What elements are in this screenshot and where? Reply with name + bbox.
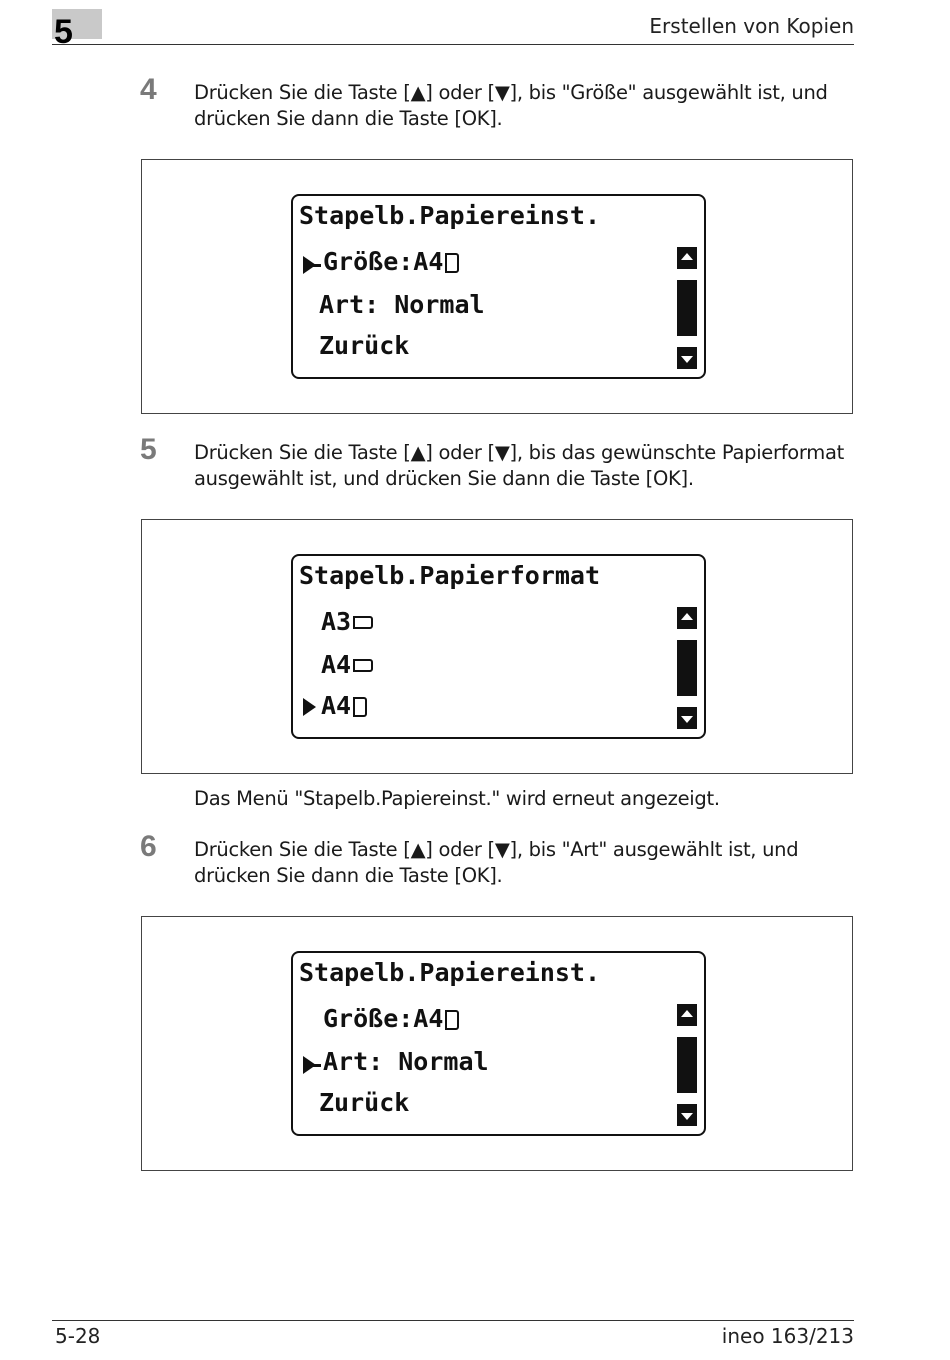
screen-illustration-frame bbox=[141, 159, 853, 414]
header-divider bbox=[52, 44, 854, 45]
chapter-number: 5 bbox=[54, 13, 73, 51]
lcd-scrollbar bbox=[677, 607, 697, 729]
scroll-thumb bbox=[677, 1037, 697, 1093]
product-name: ineo 163/213 bbox=[721, 1324, 854, 1348]
scroll-up-icon bbox=[677, 607, 697, 629]
selection-arrow-icon bbox=[303, 698, 316, 716]
selection-arrow-tail bbox=[313, 1064, 321, 1067]
lcd-title: Stapelb.Papiereinst. bbox=[299, 958, 601, 987]
lcd-menu-item-back: Zurück bbox=[319, 1088, 410, 1117]
lcd-scrollbar bbox=[677, 1004, 697, 1126]
paper-landscape-icon bbox=[353, 616, 373, 629]
step-instruction: Drücken Sie die Taste [▲] oder [▼], bis das gewünschte Papierformat ausgewählt ist, und drücken Sie dann die Taste [OK]. bbox=[194, 441, 844, 490]
lcd-item-text: Größe:A4 bbox=[323, 1004, 444, 1033]
scroll-down-icon bbox=[677, 347, 697, 369]
paper-portrait-icon bbox=[353, 697, 367, 717]
paper-landscape-icon bbox=[353, 659, 373, 672]
lcd-display bbox=[291, 194, 706, 379]
lcd-title: Stapelb.Papierformat bbox=[299, 561, 601, 590]
lcd-menu-item-size bbox=[323, 1004, 459, 1034]
scroll-down-icon bbox=[677, 1104, 697, 1126]
lcd-scrollbar bbox=[677, 247, 697, 369]
page-number: 5-28 bbox=[55, 1324, 101, 1348]
lcd-item-text: A4 bbox=[321, 691, 352, 720]
lcd-menu-item-a4-portrait bbox=[321, 691, 367, 721]
lcd-display bbox=[291, 554, 706, 739]
lcd-menu-item-size bbox=[323, 247, 459, 277]
chapter-title: Erstellen von Kopien bbox=[649, 14, 854, 38]
paper-portrait-icon bbox=[445, 1010, 459, 1030]
scroll-thumb bbox=[677, 280, 697, 336]
lcd-menu-item-back: Zurück bbox=[319, 331, 410, 360]
lcd-item-text: A3 bbox=[321, 607, 352, 636]
step-number: 5 bbox=[140, 433, 157, 466]
step-instruction: Drücken Sie die Taste [▲] oder [▼], bis "Größe" ausgewählt ist, und drücken Sie dann die Taste [OK]. bbox=[194, 81, 828, 130]
lcd-menu-item-a4-landscape bbox=[321, 650, 373, 680]
scroll-thumb bbox=[677, 640, 697, 696]
step-number: 4 bbox=[140, 73, 157, 106]
scroll-down-icon bbox=[677, 707, 697, 729]
lcd-menu-item-a3-landscape bbox=[321, 607, 373, 637]
screen-illustration-frame bbox=[141, 519, 853, 774]
scroll-up-icon bbox=[677, 247, 697, 269]
footer-divider bbox=[52, 1320, 854, 1321]
lcd-menu-item-type: Art: Normal bbox=[319, 290, 485, 319]
scroll-up-icon bbox=[677, 1004, 697, 1026]
lcd-menu-item-type: Art: Normal bbox=[323, 1047, 489, 1076]
lcd-item-text: A4 bbox=[321, 650, 352, 679]
step-note: Das Menü "Stapelb.Papiereinst." wird erneut angezeigt. bbox=[194, 787, 720, 810]
screen-illustration-frame bbox=[141, 916, 853, 1171]
paper-portrait-icon bbox=[445, 253, 459, 273]
lcd-title: Stapelb.Papiereinst. bbox=[299, 201, 601, 230]
step-number: 6 bbox=[140, 830, 157, 863]
step-instruction: Drücken Sie die Taste [▲] oder [▼], bis "Art" ausgewählt ist, und drücken Sie dann die Taste [OK]. bbox=[194, 838, 799, 887]
lcd-item-text: Größe:A4 bbox=[323, 247, 444, 276]
lcd-display bbox=[291, 951, 706, 1136]
selection-arrow-tail bbox=[313, 264, 321, 267]
